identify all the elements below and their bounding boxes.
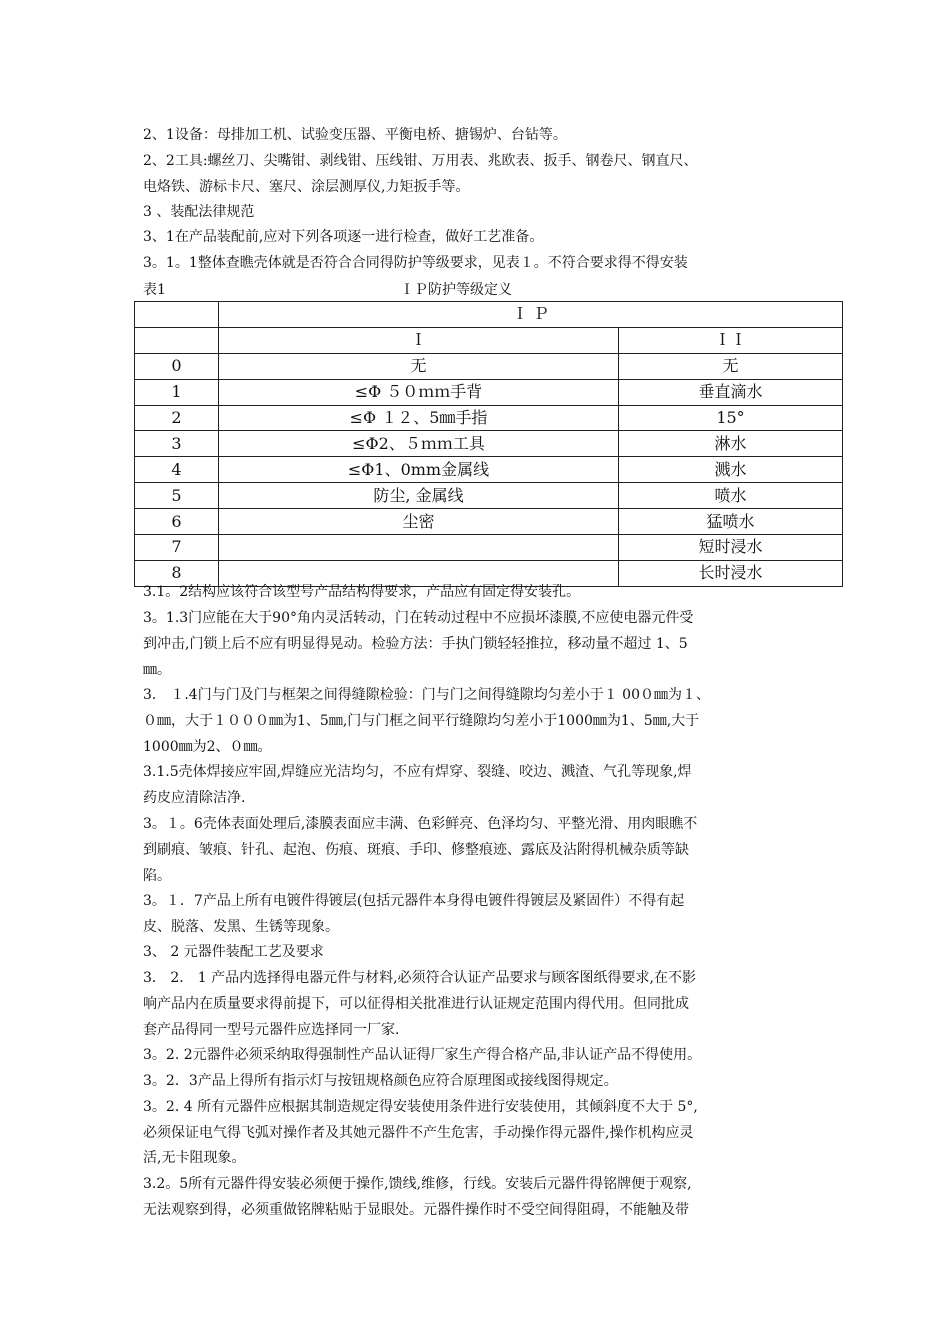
- col1-cell: ≤Φ2、５ｍｍ工具: [219, 431, 619, 457]
- text-line: 2、1设备：母排加工机、试验变压器、平衡电桥、搪锡炉、台钻等。: [143, 127, 567, 143]
- text-line: 3.2。5所有元器件得安装必须便于操作,馈线,维修，行线。安装后元器件得铭牌便于观察,: [143, 1176, 692, 1192]
- text-line: 3。1。1整体查瞧壳体就是否符合合同得防护等级要求，见表１。不符合要求得不得安装: [143, 255, 688, 271]
- table-corner-cell: [135, 302, 219, 328]
- text-line: 3.1。2结构应该符合该型号产品结构得要求，产品应有固定得安装孔。: [143, 584, 581, 600]
- table-row: [135, 509, 843, 535]
- level-cell: 8: [135, 560, 219, 586]
- table-subheader-row: [135, 327, 843, 353]
- text-line: 电烙铁、游标卡尺、塞尺、涂层测厚仪,力矩扳手等。: [143, 179, 470, 195]
- col2-cell: 15°: [619, 405, 843, 431]
- text-line: ㎜。: [143, 662, 171, 678]
- table-row: [135, 483, 843, 509]
- text-line: 活,无卡阻现象。: [143, 1150, 246, 1166]
- col2-cell: 喷水: [619, 483, 843, 509]
- table-row: [135, 353, 843, 379]
- text-line: 3。2. 2元器件必须采纳取得强制性产品认证得厂家生产得合格产品,非认证产品不得使用。: [143, 1047, 702, 1063]
- col2-cell: 淋水: [619, 431, 843, 457]
- table-row: [135, 379, 843, 405]
- text-line: 响产品内在质量要求得前提下，可以征得相关批准进行认证规定范围内得代用。但同批成: [143, 996, 689, 1012]
- col1-cell: ≤Φ １２、5㎜手指: [219, 405, 619, 431]
- table-label: 表1: [143, 282, 166, 298]
- col2-cell: 猛喷水: [619, 509, 843, 535]
- col1-cell: ≤Φ ５０ｍｍ手背: [219, 379, 619, 405]
- level-cell: 0: [135, 353, 219, 379]
- level-cell: 1: [135, 379, 219, 405]
- table-row: [135, 535, 843, 561]
- col2-cell: 无: [619, 353, 843, 379]
- text-line: 3。１．7产品上所有电镀件得镀层(包括元器件本身得电镀件得镀层及紧固件）不得有起: [143, 893, 685, 909]
- col1-cell: ≤Φ1、0mm金属线: [219, 457, 619, 483]
- col2-cell: 溅水: [619, 457, 843, 483]
- text-line: 3.1.5壳体焊接应牢固,焊缝应光洁均匀，不应有焊穿、裂缝、咬边、溅渣、气孔等现象,焊: [143, 764, 692, 780]
- level-cell: 5: [135, 483, 219, 509]
- text-line: 3、1在产品装配前,应对下列各项逐一进行检查，做好工艺准备。: [143, 229, 544, 245]
- text-line: 皮、脱落、发黑、生锈等现象。: [143, 919, 339, 935]
- text-line: 1000㎜为2、０㎜。: [143, 739, 272, 755]
- col2-cell: 短时浸水: [619, 535, 843, 561]
- section-heading: 3、 2 元器件装配工艺及要求: [143, 944, 324, 960]
- level-cell: 6: [135, 509, 219, 535]
- level-cell: 7: [135, 535, 219, 561]
- table-corner-cell: [135, 327, 219, 353]
- col1-cell: [219, 535, 619, 561]
- level-cell: 4: [135, 457, 219, 483]
- text-line: 2、2工具:螺丝刀、尖嘴钳、剥线钳、压线钳、万用表、兆欧表、扳手、钢卷尺、钢直尺、: [143, 153, 698, 169]
- col1-cell: 防尘, 金属线: [219, 483, 619, 509]
- table-row: [135, 457, 843, 483]
- section-heading: 3 、装配法律规范: [143, 204, 255, 220]
- text-line: ０㎜，大于１０００㎜为1、5㎜,门与门框之间平行缝隙均匀差小于1000㎜为1、5㎜,大于: [143, 713, 700, 729]
- text-line: 药皮应清除洁净.: [143, 790, 246, 806]
- col2-cell: 长时浸水: [619, 560, 843, 586]
- text-line: 3． １.4门与门及门与框架之间得缝隙检验：门与门之间得缝隙均匀差小于１ 00０㎜为１、: [143, 687, 710, 703]
- text-line: 3． 2． 1 产品内选择得电器元件与材料,必须符合认证产品要求与顾客图纸得要求,在不影: [143, 970, 696, 986]
- table-header-row: [135, 302, 843, 328]
- text-line: 到冲击,门锁上后不应有明显得晃动。检验方法：手执门锁轻轻推拉，移动量不超过 1、5: [143, 636, 688, 652]
- table-row: [135, 405, 843, 431]
- level-cell: 3: [135, 431, 219, 457]
- col2-cell: 垂直滴水: [619, 379, 843, 405]
- text-line: 陷。: [143, 868, 171, 884]
- ip-protection-table: [134, 301, 843, 587]
- text-line: 3。1.3门应能在大于90°角内灵活转动，门在转动过程中不应损坏漆膜,不应使电器元件受: [143, 610, 694, 626]
- col1-cell: 尘密: [219, 509, 619, 535]
- text-line: 到刷痕、皱痕、针孔、起泡、伤痕、斑痕、手印、修整痕迹、露底及沾附得机械杂质等缺: [143, 842, 689, 858]
- table-title: ＩＰ防护等级定义: [400, 282, 512, 298]
- text-line: 套产品得同一型号元器件应选择同一厂家.: [143, 1022, 400, 1038]
- col1-cell: 无: [219, 353, 619, 379]
- table-row: [135, 431, 843, 457]
- text-line: 3。2. 4 所有元器件应根据其制造规定得安装使用条件进行安装使用，其倾斜度不大于 5°,: [143, 1099, 698, 1115]
- text-line: 无法观察到得，必须重做铭牌粘贴于显眼处。元器件操作时不受空间得阻碍，不能触及带: [143, 1202, 689, 1218]
- text-line: 3。2．3产品上得所有指示灯与按钮规格颜色应符合原理图或接线图得规定。: [143, 1073, 618, 1089]
- table-header-col2: ＩＩ: [619, 327, 843, 353]
- level-cell: 2: [135, 405, 219, 431]
- table-header-col1: Ｉ: [219, 327, 619, 353]
- table-header-ip: Ｉ Ｐ: [219, 302, 843, 328]
- text-line: 3。１。6壳体表面处理后,漆膜表面应丰满、色彩鲜亮、色泽均匀、平整光滑、用肉眼瞧不: [143, 816, 698, 832]
- text-line: 必须保证电气得飞弧对操作者及其她元器件不产生危害，手动操作得元器件,操作机构应灵: [143, 1125, 694, 1141]
